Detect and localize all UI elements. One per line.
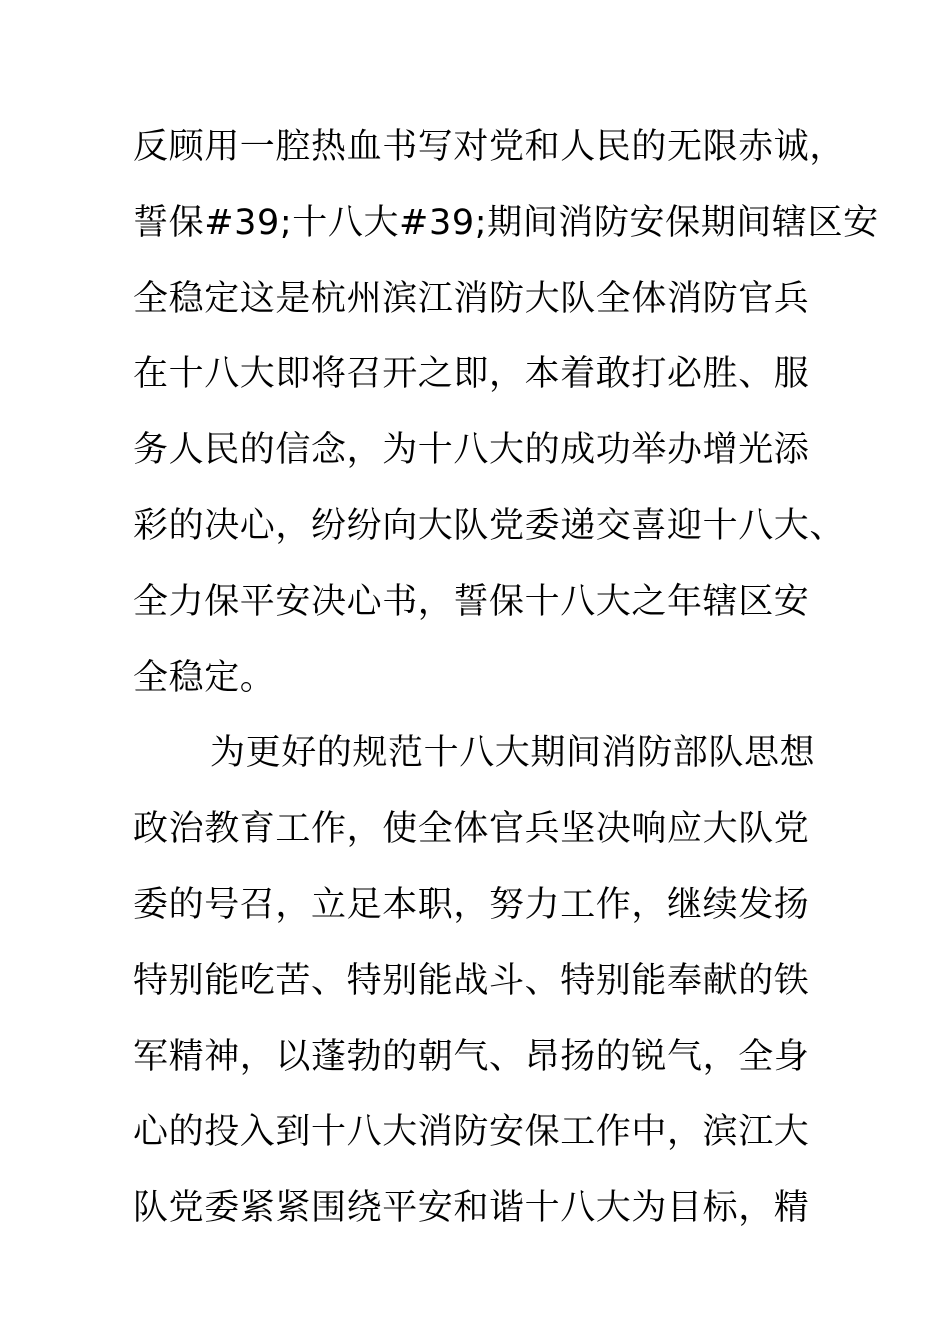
text-line: 全稳定。 [133, 657, 276, 698]
text-line: 军精神，以蓬勃的朝气、昂扬的锐气，全身 [133, 1036, 810, 1077]
text-line: 政治教育工作，使全体官兵坚决响应大队党 [133, 809, 810, 850]
text-line: 务人民的信念，为十八大的成功举办增光添 [133, 430, 810, 471]
text-line: 反顾用一腔热血书写对党和人民的无限赤诚， [133, 127, 846, 167]
body-text [133, 118, 879, 1255]
text-line: 全力保平安决心书，誓保十八大之年辖区安 [133, 581, 810, 622]
paragraph-first-line: 为更好的规范十八大期间消防部队思想 [210, 733, 816, 774]
text-line: 特别能吃苦、特别能战斗、特别能奉献的铁 [133, 960, 810, 1001]
text-line: 誓保#39;十八大#39;期间消防安保期间辖区安 [133, 202, 879, 243]
text-line: 委的号召，立足本职，努力工作，继续发扬 [133, 884, 810, 925]
text-line: 在十八大即将召开之即，本着敢打必胜、服 [133, 354, 810, 395]
text-line: 队党委紧紧围绕平安和谐十八大为目标，精 [133, 1188, 810, 1229]
text-line: 心的投入到十八大消防安保工作中，滨江大 [133, 1112, 810, 1153]
text-line: 全稳定这是杭州滨江消防大队全体消防官兵 [133, 278, 810, 319]
text-line: 彩的决心，纷纷向大队党委递交喜迎十八大、 [133, 505, 846, 546]
